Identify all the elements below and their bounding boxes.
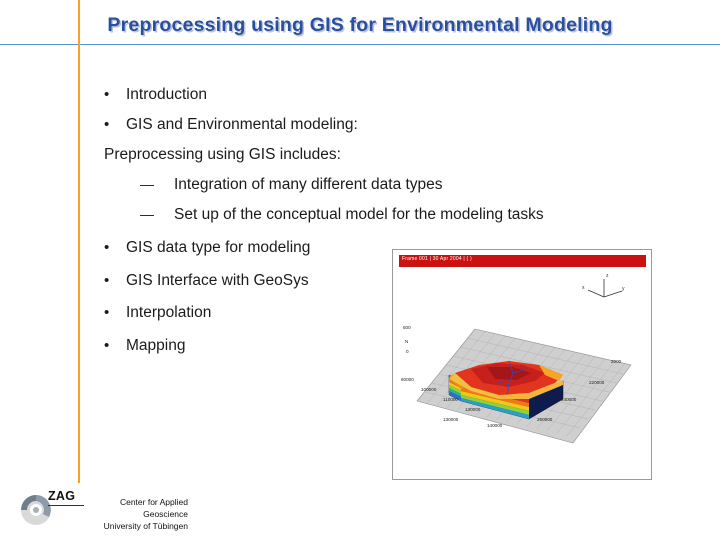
list-item-label: Set up of the conceptual model for the modeling tasks bbox=[174, 205, 544, 223]
bullet-marker-icon: • bbox=[104, 271, 110, 289]
list-item-label: Integration of many different data types bbox=[174, 175, 443, 193]
page-title: Preprocessing using GIS for Environmental Modeling bbox=[107, 14, 613, 36]
axis-tick-left-1: N bbox=[405, 339, 409, 344]
terrain-3d-scene bbox=[413, 325, 635, 447]
axis-tick-x-5: 140000 bbox=[487, 423, 503, 428]
list-item-label: GIS and Environmental modeling: bbox=[126, 115, 358, 133]
list-item bbox=[140, 175, 624, 196]
list-item bbox=[140, 205, 624, 226]
axis-tick-x-1: 100000 bbox=[421, 387, 437, 392]
axis-tick-y-2: 240000 bbox=[561, 397, 577, 402]
axis-tick-x-3: 130000 bbox=[465, 407, 481, 412]
axis-orientation-widget bbox=[582, 273, 628, 307]
terrain-figure-inner bbox=[399, 255, 646, 474]
footer-line-1: Center for Applied bbox=[119, 497, 188, 507]
footer-line-3: University of Tübingen bbox=[103, 521, 188, 532]
list-item-label: GIS Interface with GeoSys bbox=[126, 271, 309, 289]
dash-marker-icon: — bbox=[140, 175, 154, 192]
axis-tick-left-0: 500 bbox=[403, 325, 411, 330]
list-item-label: Interpolation bbox=[126, 304, 212, 322]
axis-tick-x-4: 130000 bbox=[443, 417, 459, 422]
list-item-label: Mapping bbox=[126, 337, 186, 355]
bullet-marker-icon: • bbox=[104, 115, 110, 133]
list-item-label: Introduction bbox=[126, 86, 207, 103]
axis-label-z: z bbox=[606, 273, 609, 279]
axis-tick-x-0: 60000 bbox=[401, 377, 414, 382]
list-item-label: Preprocessing using GIS includes: bbox=[104, 145, 341, 163]
zag-logo-label: ZAG bbox=[48, 489, 76, 503]
list-item bbox=[104, 85, 624, 106]
list-item bbox=[104, 115, 624, 136]
figure-titlebar-label: Frame 001 | 30 Apr 2004 | ( ) bbox=[402, 256, 472, 262]
figure-titlebar bbox=[399, 255, 646, 267]
bullet-marker-icon: • bbox=[104, 86, 110, 103]
axis-tick-y-0: 2000 bbox=[611, 359, 622, 364]
bullet-marker-icon: • bbox=[104, 238, 110, 256]
footer bbox=[14, 486, 314, 530]
dash-marker-icon: — bbox=[140, 205, 154, 222]
title-divider-rule bbox=[0, 44, 720, 45]
footer-line-2: Geoscience bbox=[143, 509, 188, 520]
axis-tick-y-1: 220000 bbox=[589, 380, 605, 385]
axis-tick-left-2: 0 bbox=[406, 349, 409, 354]
axis-label-y: y bbox=[622, 286, 625, 292]
figure-canvas bbox=[399, 267, 646, 474]
axis-tick-x-2: 110000 bbox=[443, 397, 458, 402]
bullet-marker-icon: • bbox=[104, 304, 110, 322]
vertical-divider bbox=[78, 0, 80, 483]
list-item bbox=[104, 145, 624, 166]
bullet-marker-icon: • bbox=[104, 337, 110, 355]
axis-tick-y-3: 260000 bbox=[537, 417, 553, 422]
axis-label-x: x bbox=[582, 285, 585, 291]
title-area bbox=[0, 14, 720, 48]
list-item-label: GIS data type for modeling bbox=[126, 238, 311, 256]
footer-affiliation bbox=[62, 496, 188, 532]
terrain-figure bbox=[392, 249, 652, 480]
